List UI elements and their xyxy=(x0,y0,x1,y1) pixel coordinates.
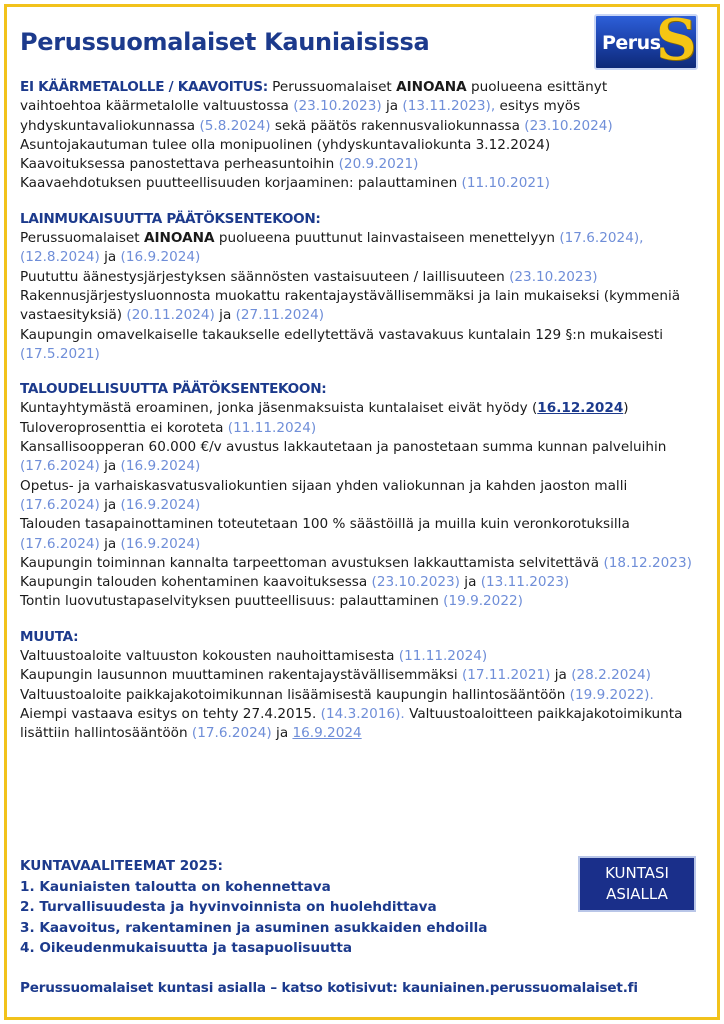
theme-item: 3. Kaavoitus, rakentaminen ja asuminen asukkaiden ehdoilla xyxy=(20,919,488,936)
text: Perussuomalaiset xyxy=(272,79,397,95)
section-heading: LAINMUKAISUUTTA PÄÄTÖKSENTEKOON: xyxy=(20,210,321,227)
text: sekä päätös rakennusvaliokunnassa xyxy=(270,117,525,134)
paragraph xyxy=(20,477,692,516)
paragraph xyxy=(20,399,692,418)
logo-s: S xyxy=(656,14,697,70)
date-link[interactable]: (17.6.2024) xyxy=(191,725,272,742)
text: puolueena esittänyt vaihtoehtoa käärmetalolle valtuustossa xyxy=(20,79,608,115)
paragraph xyxy=(20,438,692,477)
text: ja xyxy=(99,249,121,266)
paragraph xyxy=(20,686,692,744)
date-link[interactable]: (20.9.2021) xyxy=(338,156,419,173)
text: Opetus- ja varhaiskasvatusvaliokuntien sijaan yhden valiokunnan ja kahden jaoston malli xyxy=(20,477,628,494)
section-heading: EI KÄÄRMETALOLLE / KAAVOITUS: xyxy=(20,79,268,95)
page-title: Perussuomalaiset Kauniaisissa xyxy=(20,28,430,56)
date-link[interactable]: (19.9.2022) xyxy=(443,593,523,610)
paragraph xyxy=(20,419,692,438)
date-link[interactable]: (11.10.2021) xyxy=(461,175,550,192)
date-link[interactable]: (23.10.2023) xyxy=(293,98,382,115)
emphasis: AINOANA xyxy=(143,230,215,247)
date-link[interactable]: (17.11.2021) xyxy=(461,667,551,684)
text: Valtuustoaloitteen paikkajakotoimikunta lisättiin hallintosääntöön xyxy=(20,705,683,742)
text: Tuloveroprosenttia ei koroteta xyxy=(20,419,228,436)
section-heading: TALOUDELLISUUTTA PÄÄTÖKSENTEKOON: xyxy=(20,381,327,398)
paragraph xyxy=(20,592,692,611)
paragraph xyxy=(20,268,692,287)
text: Kaupungin toiminnan kannalta tarpeettoman avustuksen lakkauttamista selvitettävä xyxy=(20,554,604,571)
text: ja xyxy=(99,458,121,475)
section-taloudellisuus xyxy=(20,380,692,612)
text: Kaupungin omavelkaiselle takaukselle edellytettävä vastavakuus kuntalain 129 §:n mukaisesti xyxy=(20,326,664,343)
paragraph xyxy=(20,647,692,666)
date-link[interactable]: (14.3.2016). xyxy=(320,705,405,722)
text: Kaupungin lausunnon muuttaminen rakentajaystävällisemmäksi xyxy=(20,667,462,684)
date-link[interactable]: 16.9.2024 xyxy=(292,725,362,742)
text: Kaavoituksessa panostettava perheasuntoihin xyxy=(20,156,339,173)
section-muuta xyxy=(20,628,692,744)
date-link[interactable]: (5.8.2024) xyxy=(199,117,271,134)
theme-item: 4. Oikeudenmukaisuutta ja tasapuolisuutta xyxy=(20,940,353,956)
footer-text: Perussuomalaiset kuntasi asialla – katso kotisivut: kauniainen.perussuomalaiset.fi xyxy=(20,980,638,996)
paren: ( xyxy=(531,400,538,417)
text: Valtuustoaloite paikkajakotoimikunnan lisäämisestä kaupungin hallintosääntöön xyxy=(20,686,570,703)
theme-item: 2. Turvallisuudesta ja hyvinvoinnista on huolehdittava xyxy=(20,899,437,915)
perus-logo xyxy=(594,14,698,70)
paragraph xyxy=(20,573,692,592)
date-link[interactable]: 16.12.2024 xyxy=(537,400,624,417)
date-link[interactable]: (23.10.2024) xyxy=(524,117,613,134)
text: ja xyxy=(99,535,121,552)
paren: ) xyxy=(623,400,629,417)
text: Kaupungin talouden kohentaminen kaavoituksessa xyxy=(20,574,372,591)
date-link[interactable]: (19.9.2022). xyxy=(569,686,654,703)
kuntasi-asialla-badge xyxy=(578,856,696,912)
content xyxy=(20,78,692,760)
text: ja xyxy=(459,574,481,591)
themes-block xyxy=(20,856,580,959)
date-link[interactable]: (16.9.2024) xyxy=(120,458,201,475)
paragraph xyxy=(20,229,692,268)
theme-item: 1. Kauniaisten taloutta on kohennettava xyxy=(20,878,331,895)
text: Tontin luovutustapaselvityksen puutteellisuus: palauttaminen xyxy=(20,593,444,610)
date-link[interactable]: (16.9.2024) xyxy=(120,496,201,513)
date-link[interactable]: (11.11.2024) xyxy=(398,648,488,665)
paragraph: Asuntojakautuman tulee olla monipuolinen (yhdyskuntavaliokunta 3.12.2024) xyxy=(20,136,551,153)
text: Kansallisoopperan 60.000 €/v avustus lakkautetaan ja panostetaan summa kunnan palveluihin xyxy=(20,439,667,456)
text: puolueena puuttunut lainvastaiseen menettelyyn xyxy=(214,230,560,247)
date-link[interactable]: (13.11.2023), xyxy=(402,98,496,115)
text: ja xyxy=(271,725,293,742)
text: Talouden tasapainottaminen toteutetaan 100 % säästöillä ja muilla kuin veronkorotuksilla xyxy=(20,516,630,533)
date-link[interactable]: (18.12.2023) xyxy=(603,554,692,571)
paragraph xyxy=(20,666,692,685)
date-link[interactable]: (17.5.2021) xyxy=(20,345,100,362)
text: ja xyxy=(214,307,236,324)
paragraph xyxy=(20,174,692,193)
date-link[interactable]: (23.10.2023) xyxy=(371,574,460,591)
paragraph xyxy=(20,554,692,573)
text: Rakennusjärjestysluonnosta muokattu rakentajaystävällisemmäksi ja lain mukaiseksi (kymmeniä vastaesityksiä) xyxy=(20,287,681,324)
text: Kaavaehdotuksen puutteellisuuden korjaaminen: palauttaminen xyxy=(20,175,462,192)
date-link[interactable]: (12.8.2024) xyxy=(20,249,100,266)
themes-heading: KUNTAVAALITEEMAT 2025: xyxy=(20,858,223,874)
date-link[interactable]: (20.11.2024) xyxy=(126,307,215,324)
date-link[interactable]: (11.11.2024) xyxy=(227,419,317,436)
text: Aiempi vastaava esitys on tehty 27.4.2015. xyxy=(20,705,321,722)
text: ja xyxy=(381,98,403,115)
section-heading: MUUTA: xyxy=(20,628,79,645)
paragraph xyxy=(20,326,692,365)
logo-text: Perus xyxy=(602,32,661,54)
section-kaavoitus xyxy=(20,78,692,194)
badge-line: ASIALLA xyxy=(606,885,668,903)
emphasis: AINOANA xyxy=(396,79,467,95)
paragraph xyxy=(20,515,692,554)
date-link[interactable]: (17.6.2024) xyxy=(20,458,100,475)
section-lainmukaisuus xyxy=(20,210,692,364)
date-link[interactable]: (13.11.2023) xyxy=(480,574,570,591)
date-link[interactable]: (16.9.2024) xyxy=(120,249,201,266)
text: Perussuomalaiset xyxy=(20,230,144,247)
date-link[interactable]: (23.10.2023) xyxy=(509,268,598,285)
date-link[interactable]: (17.6.2024), xyxy=(559,230,644,247)
text: esitys myös yhdyskuntavaliokunnassa xyxy=(20,98,581,134)
paragraph xyxy=(20,155,692,174)
date-link[interactable]: (27.11.2024) xyxy=(235,307,325,324)
text: Puututtu äänestysjärjestyksen säännösten vastaisuuteen / laillisuuteen xyxy=(20,268,510,285)
paragraph xyxy=(20,287,692,326)
date-link[interactable]: (17.6.2024) xyxy=(20,496,100,513)
date-link[interactable]: (28.2.2024) xyxy=(571,667,651,684)
paragraph xyxy=(20,78,692,136)
date-link[interactable]: (17.6.2024) xyxy=(20,535,100,552)
text: ja xyxy=(99,496,121,513)
badge-line: KUNTASI xyxy=(605,864,669,882)
text: Valtuustoaloite valtuuston kokousten nauhoittamisesta xyxy=(20,648,399,665)
text: ja xyxy=(550,667,572,684)
date-link[interactable]: (16.9.2024) xyxy=(120,535,201,552)
text: Kuntayhtymästä eroaminen, jonka jäsenmaksuista kuntalaiset eivät hyödy xyxy=(20,400,532,417)
